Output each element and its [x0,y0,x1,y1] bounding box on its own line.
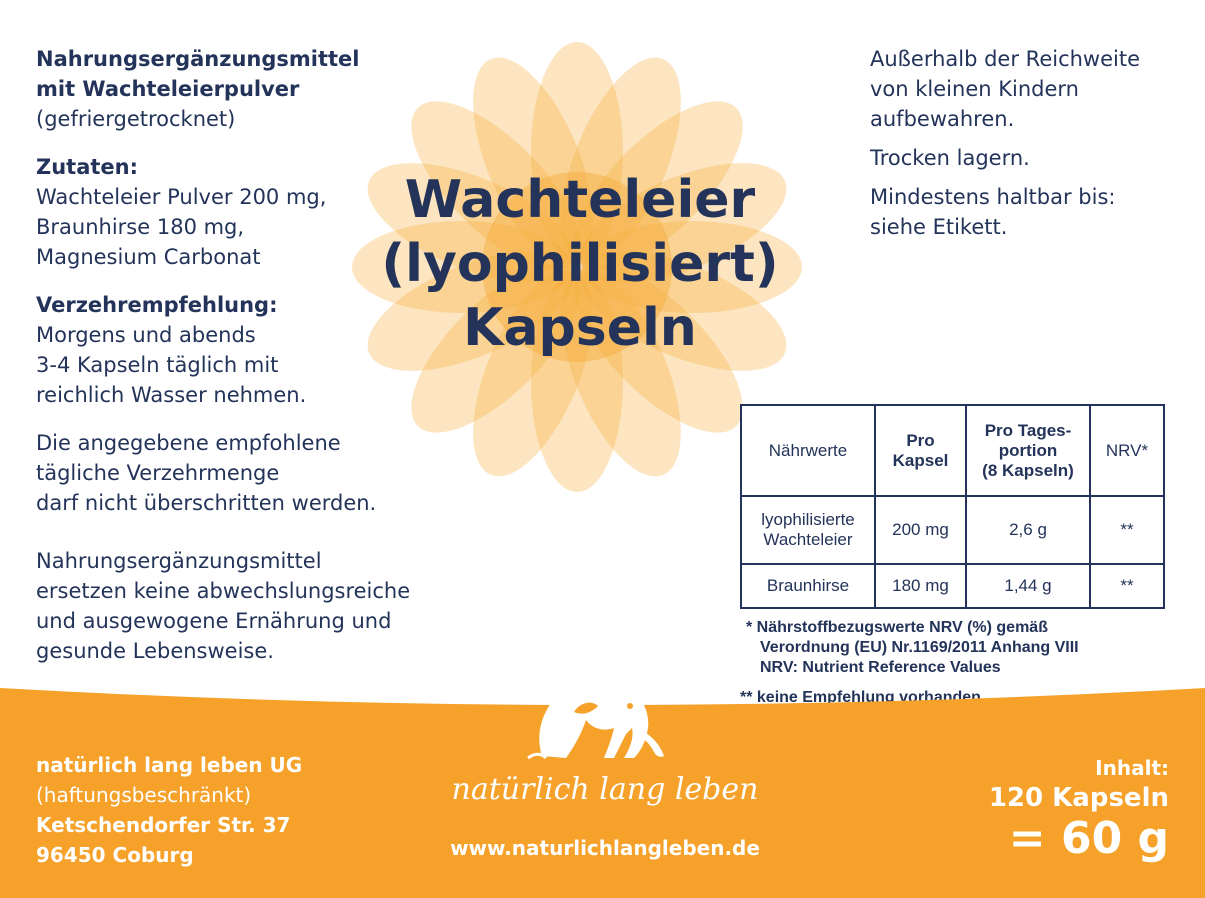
row-per-day: 2,6 g [966,496,1090,564]
warning-line: Die angegebene empfohlene [36,431,341,455]
disclaimer-line: und ausgewogene Ernährung und [36,609,392,633]
company-city: 96450 Coburg [36,843,194,867]
storage-line: Außerhalb der Reichweite [870,47,1141,71]
elephant-logo-icon [522,672,672,764]
header-nutrients: Nährwerte [741,405,875,496]
row-nrv: ** [1090,496,1164,564]
row-nrv: ** [1090,564,1164,608]
best-before-line: siehe Etikett. [870,215,1008,239]
row-name: Braunhirse [741,564,875,608]
ingredient-line: Wachteleier Pulver 200 mg, [36,185,327,209]
row-name-text: Wachteleier [763,530,853,549]
package-content [869,755,1169,863]
ingredient-line: Magnesium Carbonat [36,245,261,269]
nutrition-table [740,404,1165,609]
dosage-line: Morgens und abends [36,323,256,347]
header-nrv: NRV* [1090,405,1164,496]
brand-tagline: natürlich lang leben [451,772,759,807]
company-street: Ketschendorfer Str. 37 [36,813,291,837]
header-text: Pro [906,430,935,450]
header-per-day [966,405,1090,496]
product-heading-line1: Nahrungsergänzungsmittel [36,47,360,71]
row-per-day: 1,44 g [966,564,1090,608]
ingredient-line: Braunhirse 180 mg, [36,215,245,239]
title-line1: Wachteleier [404,170,756,230]
best-before-line: Mindestens haltbar bis: [870,185,1116,209]
company-name: natürlich lang leben UG [36,753,303,777]
best-before-note [870,182,1190,242]
table-header-row [741,405,1164,496]
warning-line: tägliche Verzehrmenge [36,461,280,485]
header-text: Kapsel [892,450,949,470]
title-line2: (lyophilisiert) [381,234,779,294]
table-row [741,564,1164,608]
storage-line: von kleinen Kindern [870,77,1079,101]
footnote: * Nährstoffbezugswerte NRV (%) gemäß [746,619,1048,636]
row-per-capsule: 180 mg [875,564,966,608]
storage-line: aufbewahren. [870,107,1015,131]
warning-line: darf nicht überschritten werden. [36,491,377,515]
footnote: ** keine Empfehlung vorhanden [740,689,981,706]
row-per-capsule: 200 mg [875,496,966,564]
dosage-line: 3-4 Kapseln täglich mit [36,353,279,377]
header-per-capsule [875,405,966,496]
dosage-line: reichlich Wasser nehmen. [36,383,307,407]
disclaimer-line: Nahrungsergänzungsmittel [36,549,322,573]
row-name-text: lyophilisierte [761,510,855,529]
content-label: Inhalt: [1095,756,1169,780]
content-weight: = 60 g [1008,813,1169,864]
company-legal-form: (haftungsbeschränkt) [36,783,252,807]
product-title [340,168,820,360]
table-row [741,496,1164,564]
company-address [36,750,436,870]
content-count: 120 Kapseln [988,783,1169,813]
dry-note: Trocken lagern. [870,146,1030,170]
footnote: NRV: Nutrient Reference Values [760,659,1001,676]
product-heading-line2: mit Wachteleierpulver [36,77,300,101]
ingredients-title: Zutaten: [36,155,139,179]
title-line3: Kapseln [463,298,697,358]
header-text: Pro Tages- [984,420,1072,440]
footnote: Verordnung (EU) Nr.1169/2011 Anhang VIII [760,639,1079,656]
product-heading-sub: (gefriergetrocknet) [36,107,236,131]
header-text: portion [998,440,1058,460]
dosage-title: Verzehrempfehlung: [36,293,278,317]
row-name [741,496,875,564]
storage-note [870,44,1190,134]
header-text: (8 Kapseln) [982,460,1074,480]
disclaimer-line: ersetzen keine abwechslungsreiche [36,579,411,603]
right-column [870,44,1190,251]
disclaimer-line: gesunde Lebensweise. [36,639,274,663]
website-link[interactable]: www.naturlichlangleben.de [450,836,760,860]
